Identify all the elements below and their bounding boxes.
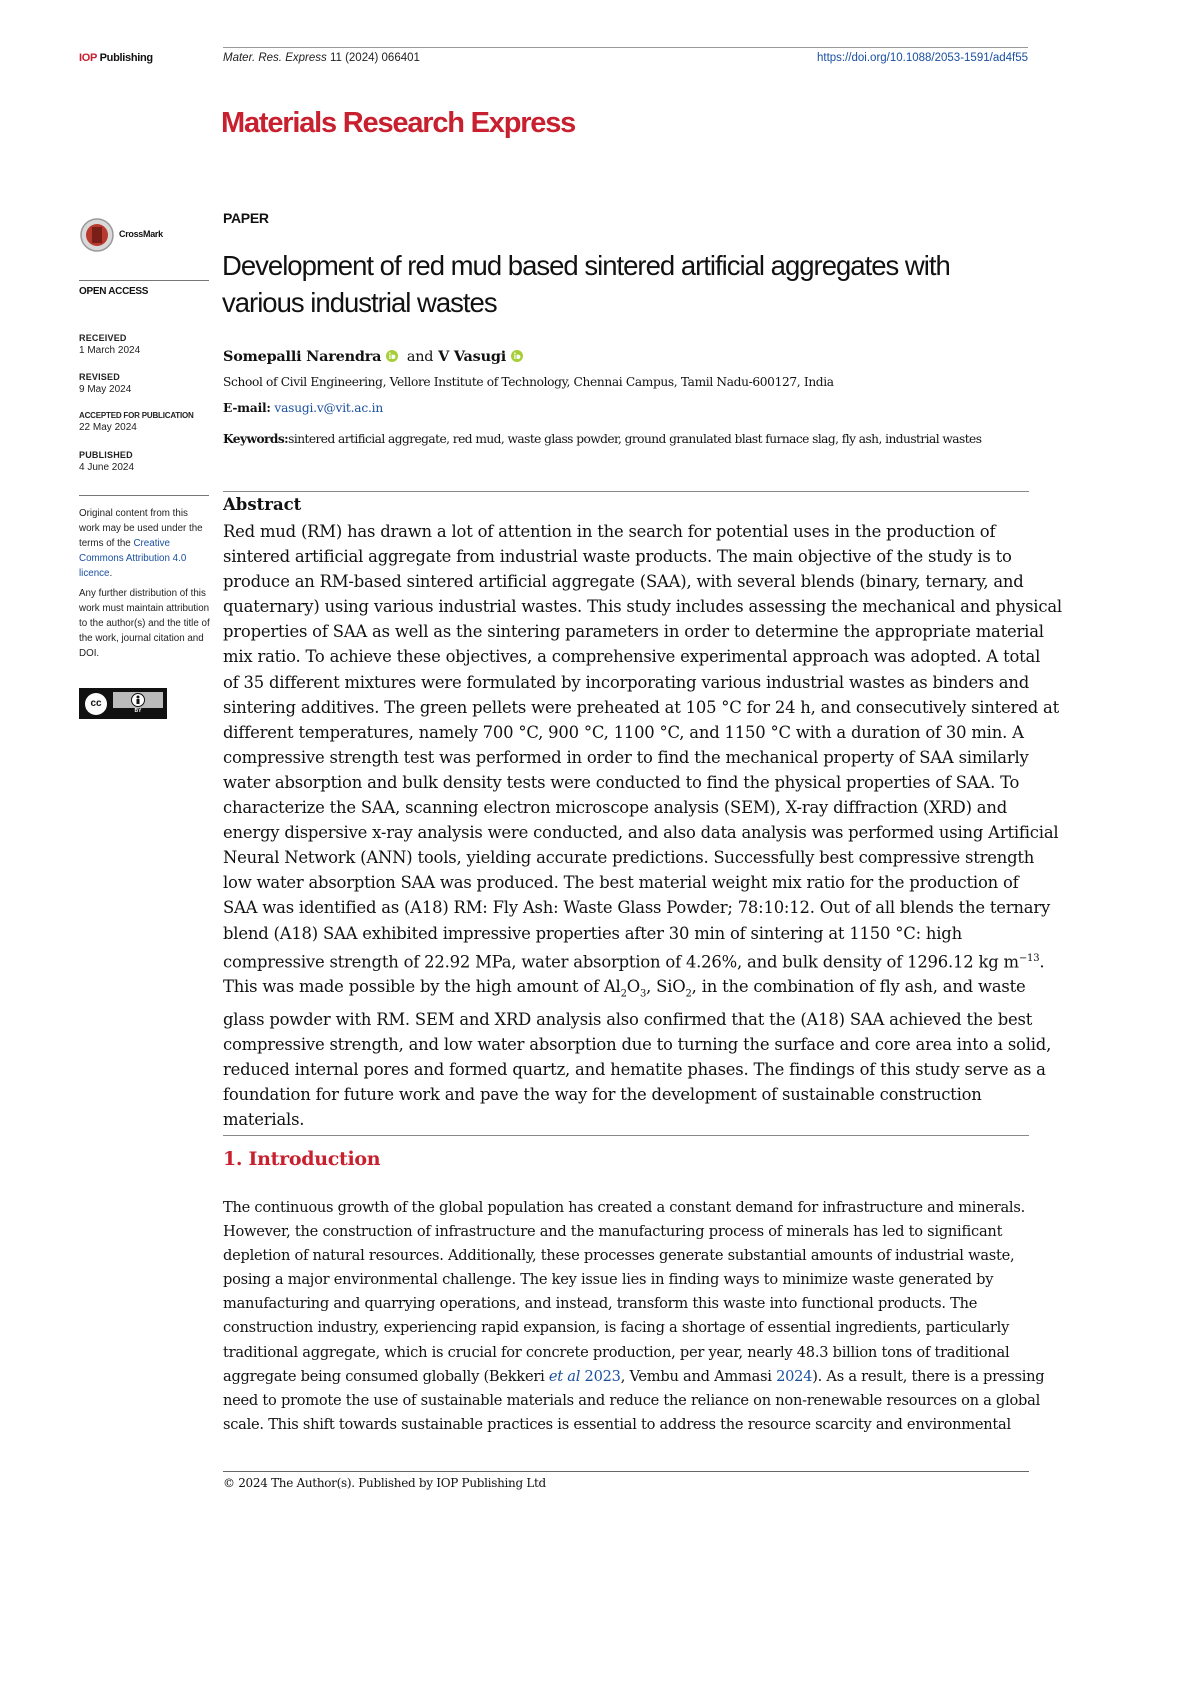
abstract-text-run: . xyxy=(1039,952,1045,972)
exponent: −13 xyxy=(1018,952,1040,964)
date-value: 4 June 2024 xyxy=(79,462,135,473)
publisher-mark: IOP xyxy=(79,52,97,64)
abstract-line: compressive strength test was performed in order to find the mechanical property of SAA similarly xyxy=(223,747,1029,767)
authors xyxy=(223,348,523,365)
abstract-line: sintered artificial aggregate from industrial waste products. The main objective of the study is to xyxy=(223,547,1012,567)
introduction-text xyxy=(223,1196,1045,1437)
date-label: RECEIVED xyxy=(79,333,127,343)
by-label: BY xyxy=(113,708,163,715)
section-heading: 1. Introduction xyxy=(223,1148,381,1170)
article-title xyxy=(222,247,950,321)
citation-journal: Mater. Res. Express xyxy=(223,52,327,64)
intro-text-run: aggregate being consumed globally (Bekkeri xyxy=(223,1367,549,1385)
subscript: 2 xyxy=(685,988,692,1000)
abstract-text-run: , SiO xyxy=(646,977,686,997)
by-panel xyxy=(113,692,163,715)
crossmark-badge[interactable] xyxy=(79,217,179,255)
abstract-text-run: , in the combination of fly ash, and waste xyxy=(691,977,1026,997)
abstract-line: of 35 different mixtures were formulated by incorporating various industrial wastes as binders and xyxy=(223,672,1030,692)
abstract-line: sintering additives. The green pellets were preheated at 105 °C for 24 h, and consecutively sintered at xyxy=(223,697,1059,717)
crossmark-label: CrossMark xyxy=(119,229,163,239)
abstract-line: materials. xyxy=(223,1109,305,1129)
title-line: various industrial wastes xyxy=(222,287,497,318)
abstract-line: foundation for future work and pave the way for the development of sustainable construction xyxy=(223,1084,982,1104)
intro-line xyxy=(223,1365,1045,1389)
intro-line: need to promote the use of sustainable materials and reduce the reliance on non-renewable resources on a global xyxy=(223,1391,1041,1409)
subscript: 2 xyxy=(620,988,627,1000)
intro-line: traditional aggregate, which is crucial for concrete production, per year, nearly 48.3 billion tons of traditional xyxy=(223,1343,1010,1361)
abstract-line xyxy=(223,946,1045,975)
date-published xyxy=(79,450,209,489)
date-label: REVISED xyxy=(79,372,120,382)
intro-text-run: ). As a result, there is a pressing xyxy=(812,1367,1045,1385)
abstract-line: Red mud (RM) has drawn a lot of attention in the search for potential uses in the production of xyxy=(223,522,996,541)
abstract-line: quaternary) using various industrial wastes. This study includes assessing the mechanical and physical xyxy=(223,597,1062,617)
abstract-rule-top xyxy=(223,491,1029,492)
publisher-name: Publishing xyxy=(99,52,153,64)
date-label: PUBLISHED xyxy=(79,450,133,460)
abstract-line: compressive strength, and low water absorption due to turning the surface and core area into a solid, xyxy=(223,1034,1052,1054)
citation-etal: et al xyxy=(548,1367,581,1385)
email-line xyxy=(223,401,383,415)
date-label: ACCEPTED FOR PUBLICATION xyxy=(79,411,194,420)
email-label: E-mail: xyxy=(223,401,271,415)
cc-by-badge[interactable] xyxy=(79,688,167,719)
title-line: Development of red mud based sintered artificial aggregates with xyxy=(222,250,950,281)
journal-title[interactable]: Materials Research Express xyxy=(221,107,576,139)
date-accepted xyxy=(79,411,209,450)
citation-link[interactable]: 2024 xyxy=(776,1367,813,1385)
article-type: PAPER xyxy=(223,210,269,226)
keywords-text: sintered artificial aggregate, red mud, waste glass powder, ground granulated blast furnace slag, fly ash, industrial wastes xyxy=(288,432,982,446)
intro-line: construction industry, experiencing rapid expansion, is facing a shortage of essential ingredients, particularly xyxy=(223,1319,1010,1337)
keywords-label: Keywords: xyxy=(223,432,289,446)
license-text-end: . xyxy=(109,568,113,579)
email-link[interactable]: vasugi.v@vit.ac.in xyxy=(274,401,383,415)
abstract-text-run: compressive strength of 22.92 MPa, water absorption of 4.26%, and bulk density of 1296.12 kg m xyxy=(223,952,1019,972)
intro-line: scale. This shift towards sustainable practices is essential to address the resource scarcity and environmental xyxy=(223,1415,1011,1433)
intro-line: depletion of natural resources. Additionally, these processes generate substantial amounts of industrial waste, xyxy=(223,1247,1015,1265)
subscript: 3 xyxy=(639,988,647,1000)
abstract-line: energy dispersive x-ray analysis were conducted, and also data analysis was performed using Artificial xyxy=(223,823,1059,843)
intro-line: manufacturing and quarrying operations, and instead, transform this waste into functional products. The xyxy=(223,1295,978,1313)
license-note xyxy=(79,506,211,581)
date-revised xyxy=(79,372,209,411)
abstract-text-run: This was made possible by the high amount of Al xyxy=(223,977,621,997)
abstract-line xyxy=(223,974,1033,1006)
abstract-text-run: O xyxy=(626,977,640,997)
abstract-line: SAA was identified as (A18) RM: Fly Ash: Waste Glass Powder; 78:10:12. Out of all blends the ternary xyxy=(223,898,1051,918)
citation-volume: 11 (2024) 066401 xyxy=(329,52,420,64)
intro-line: However, the construction of infrastructure and the manufacturing process of minerals has led to significant xyxy=(223,1223,1003,1241)
dates-block xyxy=(79,333,209,489)
publisher-logo xyxy=(79,52,153,64)
abstract-line: glass powder with RM. SEM and XRD analysis also confirmed that the (A18) SAA achieved the best xyxy=(223,1009,1033,1029)
license-text: Original content from this work may be used under the terms of the xyxy=(79,508,203,549)
sidebar-rule-bottom xyxy=(79,495,209,496)
license-link[interactable]: Creative Commons Attribution 4.0 licence xyxy=(79,538,187,579)
abstract-line: produce an RM-based sintered artificial aggregate (SAA), with several blends (binary, ternary, and xyxy=(223,572,1024,592)
abstract-text xyxy=(223,519,1062,1132)
affiliation: School of Civil Engineering, Vellore Institute of Technology, Chennai Campus, Tamil Nadu-600127, India xyxy=(223,375,834,389)
doi-link[interactable]: https://doi.org/10.1088/2053-1591/ad4f55 xyxy=(816,52,1028,64)
person-icon xyxy=(131,693,145,707)
date-value: 22 May 2024 xyxy=(79,422,137,433)
crossmark-icon xyxy=(79,217,115,253)
cc-icon xyxy=(85,693,107,715)
distribution-note: Any further distribution of this work must maintain attribution to the author(s) and the title of the work, journal citation and DOI. xyxy=(79,588,210,659)
abstract-line: mix ratio. To achieve these objectives, a comprehensive experimental approach was adopted. A total xyxy=(223,647,1041,667)
author-separator: and xyxy=(406,349,434,365)
abstract-line: water absorption and bulk density tests were conducted to find the physical properties of SAA. To xyxy=(223,772,1020,792)
abstract-line: blend (A18) SAA exhibited impressive properties after 30 min of sintering at 1150 °C: high xyxy=(223,923,962,943)
date-value: 1 March 2024 xyxy=(79,345,141,356)
header-rule xyxy=(223,47,1028,48)
intro-line: posing a major environmental challenge. The key issue lies in finding ways to minimize waste generated by xyxy=(223,1271,994,1289)
abstract-line: reduced internal pores and formed quartz, and hematite phases. The findings of this study serve as a xyxy=(223,1059,1046,1079)
abstract-rule-bottom xyxy=(223,1135,1029,1136)
footer-rule xyxy=(223,1471,1029,1472)
date-received xyxy=(79,333,209,372)
copyright-line: © 2024 The Author(s). Published by IOP Publishing Ltd xyxy=(223,1476,546,1490)
abstract-line: Neural Network (ANN) tools, yielding accurate predictions. Successfully best compressive strength xyxy=(223,848,1035,868)
abstract-line: low water absorption SAA was produced. The best material weight mix ratio for the production of xyxy=(223,873,1019,893)
open-access-label: OPEN ACCESS xyxy=(79,286,149,297)
author-name[interactable]: V Vasugi xyxy=(438,348,506,365)
orcid-icon[interactable] xyxy=(386,350,398,362)
abstract-line: characterize the SAA, scanning electron microscope analysis (SEM), X-ray diffraction (XRD) and xyxy=(223,798,1008,818)
abstract-line: properties of SAA as well as the sintering parameters in order to determine the appropriate material xyxy=(223,622,1044,642)
journal-citation xyxy=(223,52,420,64)
abstract-line: different temperatures, namely 700 °C, 900 °C, 1100 °C, and 1150 °C with a duration of 30 min. A xyxy=(223,722,1024,742)
cc-icon-text: cc xyxy=(90,698,102,709)
citation-link[interactable]: 2023 xyxy=(584,1367,621,1385)
author-name[interactable]: Somepalli Narendra xyxy=(223,348,382,365)
abstract-heading: Abstract xyxy=(223,495,302,514)
date-value: 9 May 2024 xyxy=(79,384,132,395)
intro-line: The continuous growth of the global population has created a constant demand for infrastructure and minerals. xyxy=(223,1199,1025,1216)
orcid-icon[interactable] xyxy=(511,350,523,362)
intro-text-run: , Vembu and Ammasi xyxy=(620,1367,777,1385)
keywords-line xyxy=(223,432,1033,446)
sidebar-rule-top xyxy=(79,280,209,281)
